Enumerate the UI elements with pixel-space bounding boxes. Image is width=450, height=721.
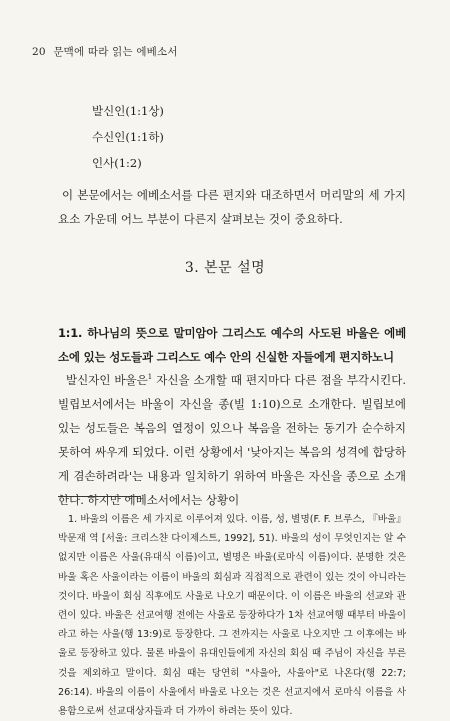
outline-item-greeting: 인사(1:2) (92, 156, 142, 170)
running-head (32, 44, 178, 59)
outline-item-sender: 발신인(1:1상) (92, 104, 164, 118)
page-number: 20 (32, 46, 46, 58)
footnote-marker[interactable]: 1 (147, 373, 153, 382)
body-paragraph (58, 368, 406, 512)
footnote-divider (58, 496, 140, 497)
intro-paragraph: 이 본문에서는 에베소서를 다른 편지와 대조하면서 머리말의 세 가지 요소 가운데 어느 부분이 다른지 살펴보는 것이 중요하다. (58, 188, 406, 226)
outline-list (92, 98, 164, 176)
footnote-1: 1. 바울의 이름은 세 가지로 이루어져 있다. 이름, 성, 별명(F. F. 브루스, 『바울』 박문재 역 [서울: 크리스챤 다이제스트, 1992], 51). 바울의 성이 무엇인지는 알 수 없지만 이름은 사울(유대식 이름)이고, 별명은 바울(로마식 이름)이다. 분명한 것은 바울 혹은 사울이라는 이름이 바울의 회심과 직접적으로 관련이 있는 것이 아니라는 것이다. 바울이 회심 직후에도 사울로 나오기 때문이다. 이 이름은 바울의 선교와 관련이 있다. 바울은 선교여행 전에는 사울로 등장하다가 1차 선교여행 때부터 바울이라고 하는 사울(행 13:9)로 등장한다. 그 전까지는 사울로 나오지만 그 이후에는 바울로 등장하고 있다. 물론 바울이 유대인들에게 자신의 회심 때 주님이 자신을 부른 것을 제외하고 말이다. 회심 때는 당연히 "사울아, 사울아"로 나온다(행 22:7; 26:14). 바울의 이름이 사울에서 바울로 나오는 것은 선교지에서 로마식 이름을 사용함으로써 선교대상자들과 더 가까이 하려는 뜻이 있다. (58, 514, 406, 718)
outline-item-recipient: 수신인(1:1하) (92, 130, 164, 144)
verse-subheading: 1:1. 하나님의 뜻으로 말미암아 그리스도 예수의 사도된 바울은 에베소에 있는 성도들과 그리스도 예수 안의 신실한 자들에게 편지하노니 (58, 326, 406, 364)
book-title: 문맥에 따라 읽는 에베소서 (53, 46, 178, 58)
body-text-rest: 자신을 소개할 때 편지마다 다른 점을 부각시킨다. 빌립보서에서는 바울이 자신을 종(빌 1:10)으로 소개한다. 빌립보에 있는 성도들은 복음의 열정이 있으나 복음을 전하는 동기가 순수하지 못하여 싸우게 되었다. 이런 상황에서 '낮아지는 복음의 성격에 합당하게 겸손하려라'는 내용과 일치하기 위하여 바울은 자신을 종으로 소개한다. 하지만 에베소서에서는 상황이 (58, 373, 407, 507)
body-text-start: 발신자인 바울은 (66, 373, 148, 387)
section-heading: 3. 본문 설명 (184, 260, 266, 276)
